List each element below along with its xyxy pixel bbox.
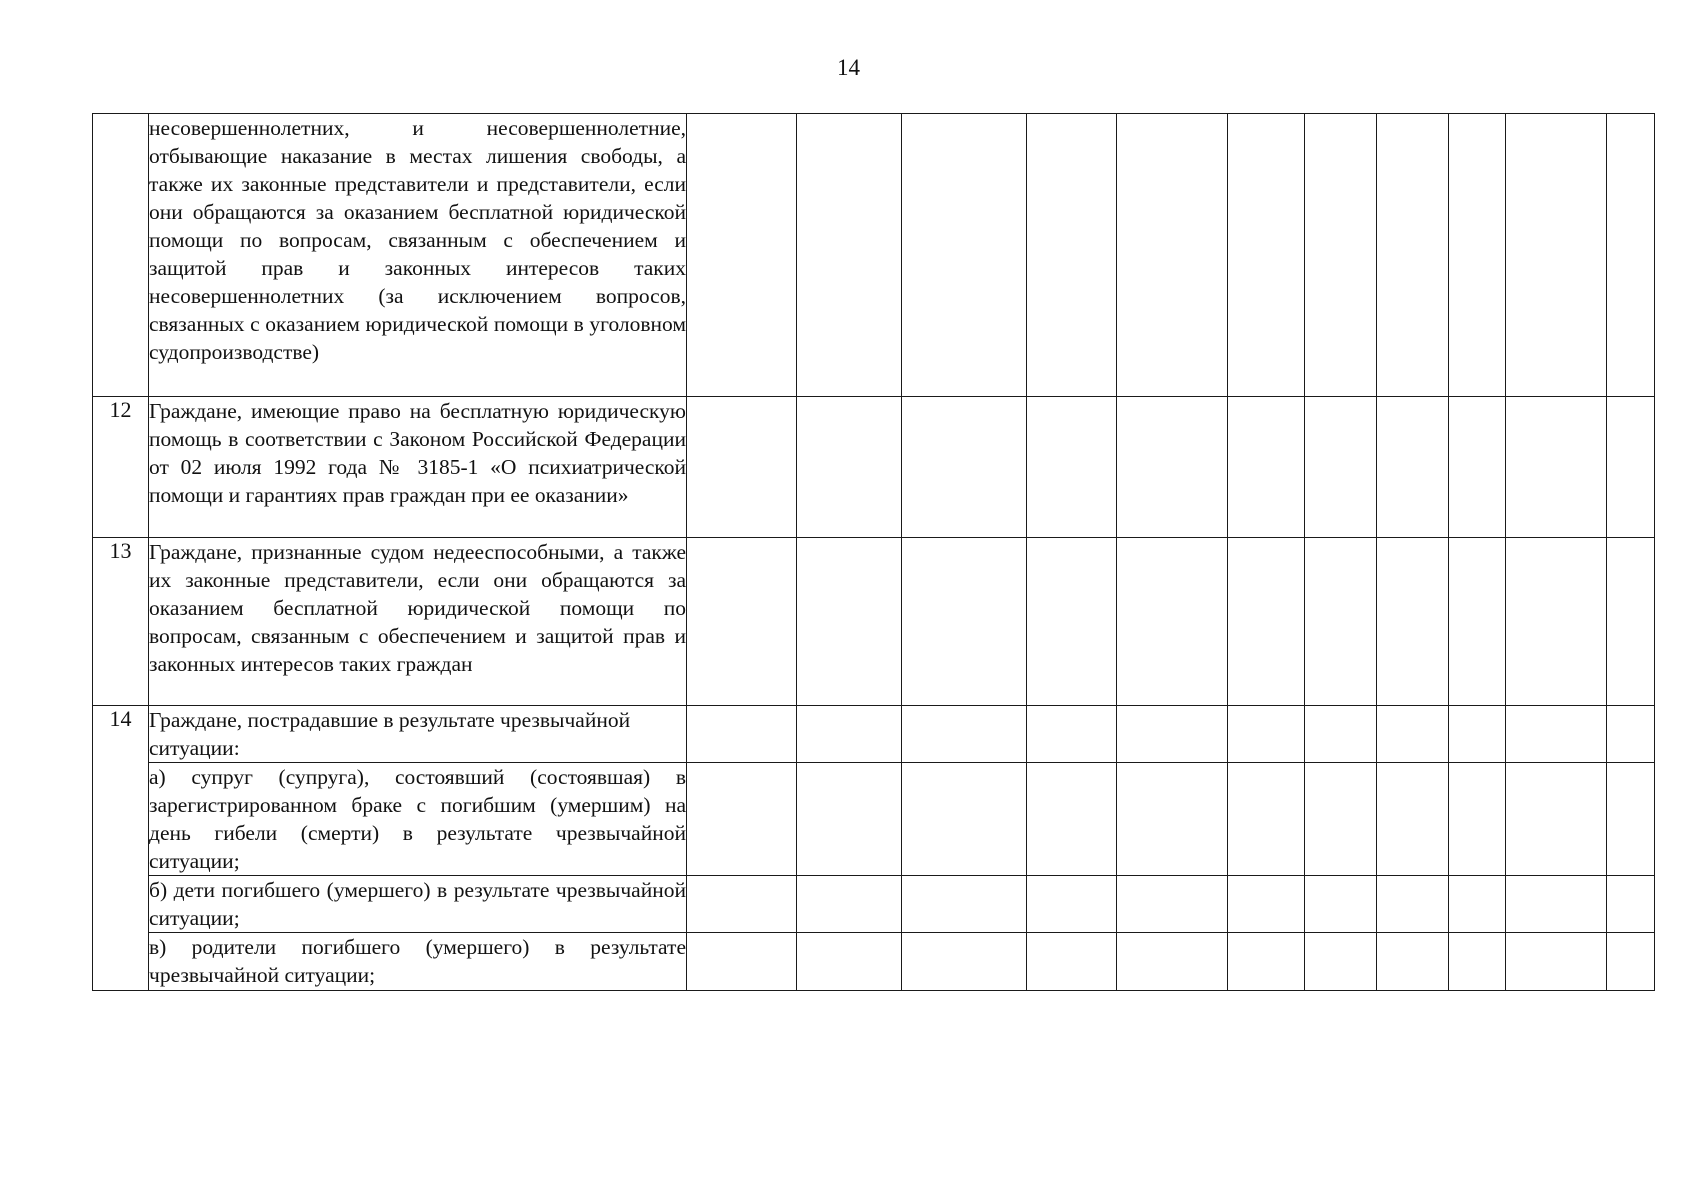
empty-cell <box>902 706 1027 763</box>
category-table <box>92 113 1655 991</box>
empty-cell <box>1377 114 1449 397</box>
empty-cell <box>1117 706 1228 763</box>
row-number <box>93 114 149 397</box>
empty-cell <box>902 397 1027 538</box>
empty-cell <box>1506 706 1607 763</box>
empty-cell <box>797 876 902 933</box>
empty-cell <box>797 114 902 397</box>
empty-cell <box>1027 397 1117 538</box>
empty-cell <box>902 763 1027 876</box>
empty-cell <box>1377 933 1449 991</box>
empty-cell <box>1607 876 1655 933</box>
empty-cell <box>1228 706 1305 763</box>
empty-cell <box>1377 397 1449 538</box>
empty-cell <box>687 397 797 538</box>
empty-cell <box>1607 397 1655 538</box>
category-subitem-text: а) супруг (супруга), состоявший (состоявшая) в зарегистрированном браке с погибшим (умершим) на день гибели (смерти) в результате чрезвычайной ситуации; <box>149 763 687 876</box>
empty-cell <box>1506 763 1607 876</box>
empty-cell <box>797 397 902 538</box>
empty-cell <box>1228 876 1305 933</box>
empty-cell <box>1607 763 1655 876</box>
empty-cell <box>1228 114 1305 397</box>
empty-cell <box>1117 933 1228 991</box>
empty-cell <box>902 933 1027 991</box>
empty-cell <box>1117 763 1228 876</box>
empty-cell <box>1117 397 1228 538</box>
empty-cell <box>1449 763 1506 876</box>
empty-cell <box>1449 706 1506 763</box>
table-row <box>93 763 1655 876</box>
category-text: несовершеннолетних, и несовершеннолетние, отбывающие наказание в местах лишения свободы, а также их законные представители и представители, если они обращаются за оказанием бесплатной юридической помощи по вопросам, связанным с обеспечением и защитой прав и законных интересов таких несовершеннолетних (за исключением вопросов, связанных с оказанием юридической помощи в уголовном судопроизводстве) <box>149 114 687 397</box>
category-subitem-text: б) дети погибшего (умершего) в результате чрезвычайной ситуации; <box>149 876 687 933</box>
empty-cell <box>1228 933 1305 991</box>
table-row <box>93 876 1655 933</box>
table-row <box>93 114 1655 397</box>
category-subitem-text: в) родители погибшего (умершего) в результате чрезвычайной ситуации; <box>149 933 687 991</box>
empty-cell <box>797 706 902 763</box>
empty-cell <box>797 933 902 991</box>
empty-cell <box>1607 706 1655 763</box>
table-row <box>93 397 1655 538</box>
empty-cell <box>902 876 1027 933</box>
empty-cell <box>1117 876 1228 933</box>
empty-cell <box>687 763 797 876</box>
empty-cell <box>687 933 797 991</box>
empty-cell <box>797 763 902 876</box>
row-number: 13 <box>93 538 149 706</box>
empty-cell <box>1027 538 1117 706</box>
category-text: Граждане, имеющие право на бесплатную юридическую помощь в соответствии с Законом Российской Федерации от 02 июля 1992 года № 3185-1 «О психиатрической помощи и гарантиях прав граждан при ее оказании» <box>149 397 687 538</box>
row-number: 14 <box>93 706 149 991</box>
empty-cell <box>1305 706 1377 763</box>
empty-cell <box>687 538 797 706</box>
page-number: 14 <box>837 55 860 80</box>
table-row <box>93 538 1655 706</box>
empty-cell <box>1228 763 1305 876</box>
empty-cell <box>1305 933 1377 991</box>
empty-cell <box>1027 763 1117 876</box>
empty-cell <box>1607 933 1655 991</box>
empty-cell <box>1117 538 1228 706</box>
row-number: 12 <box>93 397 149 538</box>
table-row <box>93 933 1655 991</box>
empty-cell <box>1305 763 1377 876</box>
empty-cell <box>1506 933 1607 991</box>
empty-cell <box>1506 876 1607 933</box>
empty-cell <box>1377 706 1449 763</box>
empty-cell <box>797 538 902 706</box>
empty-cell <box>1449 114 1506 397</box>
empty-cell <box>1506 538 1607 706</box>
empty-cell <box>1228 538 1305 706</box>
empty-cell <box>1449 876 1506 933</box>
empty-cell <box>1305 397 1377 538</box>
empty-cell <box>1607 114 1655 397</box>
empty-cell <box>1506 397 1607 538</box>
empty-cell <box>1449 538 1506 706</box>
category-text: Граждане, пострадавшие в результате чрезвычайной ситуации: <box>149 706 687 763</box>
empty-cell <box>902 114 1027 397</box>
empty-cell <box>1305 114 1377 397</box>
empty-cell <box>902 538 1027 706</box>
empty-cell <box>1305 538 1377 706</box>
empty-cell <box>1449 933 1506 991</box>
empty-cell <box>1228 397 1305 538</box>
empty-cell <box>687 706 797 763</box>
empty-cell <box>1506 114 1607 397</box>
table-row <box>93 706 1655 763</box>
empty-cell <box>1117 114 1228 397</box>
empty-cell <box>1377 876 1449 933</box>
empty-cell <box>687 114 797 397</box>
empty-cell <box>1027 706 1117 763</box>
empty-cell <box>1607 538 1655 706</box>
empty-cell <box>1027 876 1117 933</box>
empty-cell <box>1027 933 1117 991</box>
category-text: Граждане, признанные судом недееспособными, а также их законные представители, если они обращаются за оказанием бесплатной юридической помощи по вопросам, связанным с обеспечением и защитой прав и законных интересов таких граждан <box>149 538 687 706</box>
empty-cell <box>1377 538 1449 706</box>
empty-cell <box>687 876 797 933</box>
empty-cell <box>1305 876 1377 933</box>
empty-cell <box>1027 114 1117 397</box>
empty-cell <box>1377 763 1449 876</box>
empty-cell <box>1449 397 1506 538</box>
